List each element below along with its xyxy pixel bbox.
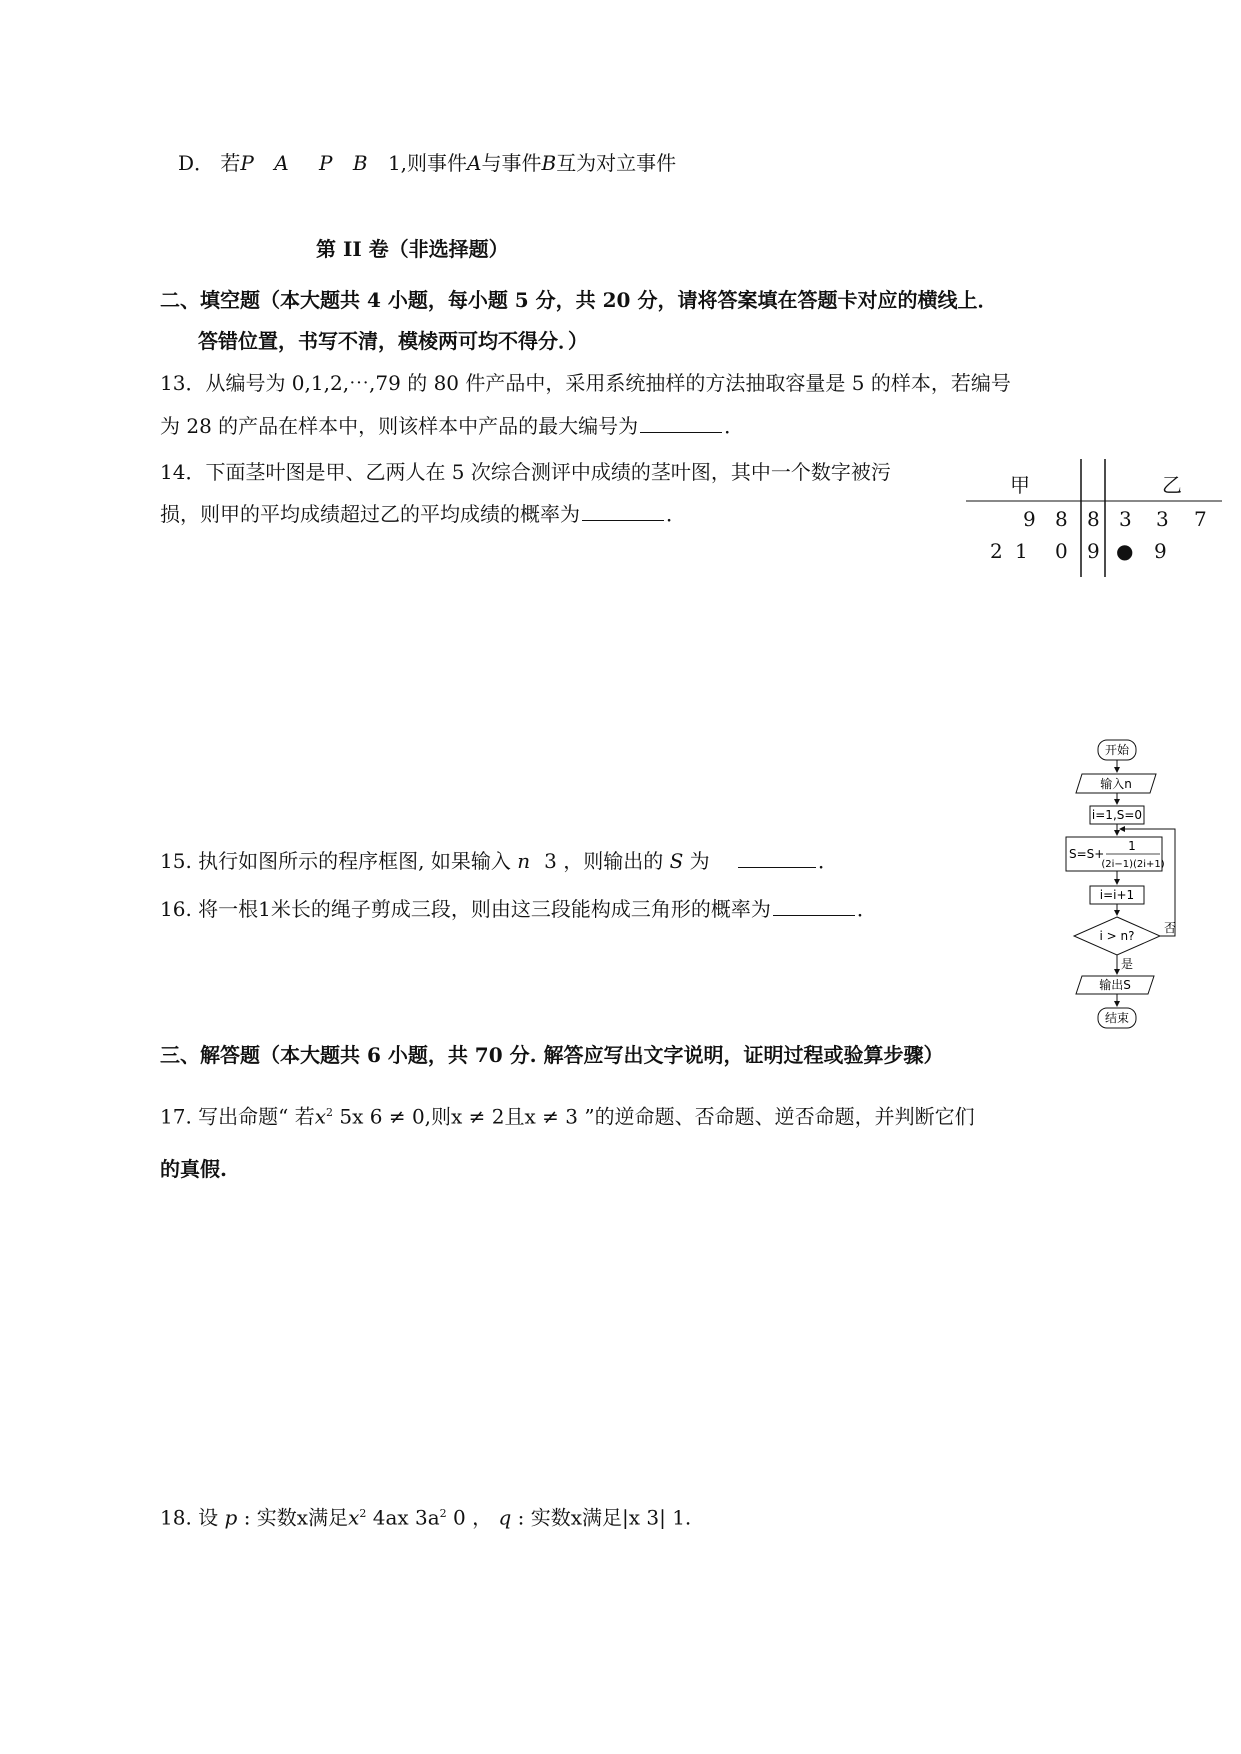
- flow-init-label: i=1,S=0: [1091, 808, 1143, 822]
- q14-answer-blank: [582, 502, 664, 521]
- flow-input-label: 输入n: [1100, 777, 1132, 791]
- flow-sum-den: (2i−1)(2i+1): [1101, 859, 1165, 870]
- stem-leaf-plot: [966, 459, 1222, 577]
- q16-text: 16. 将一根1米长的绳子剪成三段，则由这三段能构成三角形的概率为: [160, 897, 771, 921]
- q15-var-s: S: [669, 849, 684, 873]
- var-p: P: [240, 151, 254, 175]
- q17-line2: 的真假.: [160, 1157, 227, 1181]
- q18-var-q: q: [498, 1505, 512, 1530]
- leaf-left-r2-2: 1: [1015, 539, 1028, 563]
- stem-r2: 9: [1087, 539, 1100, 563]
- flow-yes-label: 是: [1121, 957, 1134, 971]
- option-d-with: 与事件: [481, 151, 542, 175]
- q13-end: ．: [724, 414, 745, 438]
- q18-var-x: x: [348, 1505, 360, 1530]
- section2-title: 第 II 卷（非选择题）: [316, 237, 509, 261]
- q18-mid2: 4ax 3a: [366, 1505, 440, 1530]
- flow-sum-num: 1: [1128, 839, 1136, 853]
- flow-end-label: 结束: [1104, 1011, 1130, 1025]
- flow-start-label: 开始: [1104, 743, 1130, 757]
- q17-mid: 5x 6 ≠ 0,则x ≠ 2且x ≠ 3 ”的逆命题、否命题、逆否命题，并判断它们: [333, 1104, 975, 1129]
- q16-answer-blank: [773, 897, 855, 916]
- q13-answer-blank: [640, 414, 722, 433]
- flow-incr-label: i=i+1: [1099, 888, 1135, 902]
- q13-line2: [160, 413, 744, 439]
- var-event-a: A: [467, 151, 482, 175]
- q17-pre: 17. 写出命题“ 若: [160, 1104, 315, 1129]
- q15-pre: 15. 执行如图所示的程序框图, 如果输入: [160, 849, 518, 873]
- q15-var-n: n: [517, 849, 531, 873]
- program-flowchart: [1060, 738, 1190, 1050]
- var-a: A: [274, 151, 289, 175]
- stem-leaf-right-header: 乙: [1162, 473, 1182, 497]
- var-p2: P: [319, 151, 333, 175]
- q15-post: 为: [683, 849, 710, 873]
- q17-var-x: x: [314, 1104, 327, 1129]
- leaf-left-r2-1: 2: [990, 539, 1003, 563]
- option-d-mid: 1,则事件: [387, 151, 468, 175]
- q15-answer-blank: [738, 849, 816, 868]
- fill-heading-2: 答错位置，书写不清，模棱两可均不得分．）: [198, 329, 588, 353]
- leaf-left-r2-3: 0: [1055, 539, 1068, 563]
- leaf-right-r1-3: 7: [1194, 507, 1207, 531]
- q15-end: ．: [818, 849, 839, 873]
- answer-heading: 三、解答题（本大题共 6 小题，共 70 分. 解答应写出文字说明，证明过程或验算步骤）: [160, 1043, 944, 1067]
- flow-decision-label: i > n?: [1099, 929, 1135, 943]
- flow-output-label: 输出S: [1099, 978, 1131, 992]
- q14-end: ．: [666, 502, 686, 526]
- flow-sum-pre: S=S+: [1069, 847, 1105, 861]
- q15-mid: 3 ，则输出的: [544, 849, 670, 873]
- q13-line2-text: 为 28 的产品在样本中，则该样本中产品的最大编号为: [160, 414, 639, 438]
- leaf-left-r1-2: 8: [1055, 507, 1068, 531]
- smudged-leaf: ●: [1116, 539, 1134, 563]
- q18-abs: |x 3|: [622, 1505, 666, 1530]
- var-b: B: [352, 151, 368, 175]
- q13-line1: 13．从编号为 0,1,2,⋯,79 的 80 件产品中，采用系统抽样的方法抽取容量是 5 的样本，若编号: [160, 371, 1011, 395]
- option-d: [178, 150, 676, 176]
- q18-var-p: p: [224, 1505, 238, 1530]
- option-d-pre: 若: [220, 151, 241, 175]
- leaf-left-r1-1: 9: [1023, 507, 1036, 531]
- flow-no-label: 否: [1164, 921, 1177, 935]
- fill-heading-1: 二、填空题（本大题共 4 小题，每小题 5 分，共 20 分，请将答案填在答题卡对应的横线上．: [160, 288, 998, 312]
- q16: [160, 896, 877, 922]
- q17-line1: 17. 写出命题“ 若$x^2$ 5x 6 ≠ 0,则x ≠ 2且x ≠ 3 ”的逆命题、否命题、逆否命题，并判断它们: [160, 1104, 975, 1129]
- q16-end: ．: [856, 897, 877, 921]
- option-d-tail: 互为对立事件: [556, 151, 677, 175]
- stem-leaf-left-header: 甲: [1010, 473, 1030, 497]
- q14-line2: [160, 501, 686, 527]
- q14-line2-text: 损，则甲的平均成绩超过乙的平均成绩的概率为: [160, 502, 580, 526]
- leaf-right-r1-1: 3: [1119, 507, 1132, 531]
- q18-pre: 18. 设: [160, 1505, 225, 1530]
- option-d-label: D．: [178, 151, 215, 175]
- q15: [160, 848, 838, 874]
- q18: 18. 设 p : 实数x满足$x^2$ 4ax $3a^2$ 0 ， q : 实数x满足|x 3| 1.: [160, 1505, 692, 1530]
- stem-r1: 8: [1087, 507, 1100, 531]
- q18-mid3: 0 ，: [446, 1505, 499, 1530]
- q18-mid4: : 实数x满足: [511, 1505, 622, 1530]
- q18-mid1: : 实数x满足: [237, 1505, 349, 1530]
- var-event-b: B: [541, 151, 557, 175]
- q14-line1: 14．下面茎叶图是甲、乙两人在 5 次综合测评中成绩的茎叶图，其中一个数字被污: [160, 460, 891, 484]
- q18-end: 1.: [665, 1505, 692, 1530]
- leaf-right-r2-2: 9: [1154, 539, 1167, 563]
- leaf-right-r1-2: 3: [1156, 507, 1169, 531]
